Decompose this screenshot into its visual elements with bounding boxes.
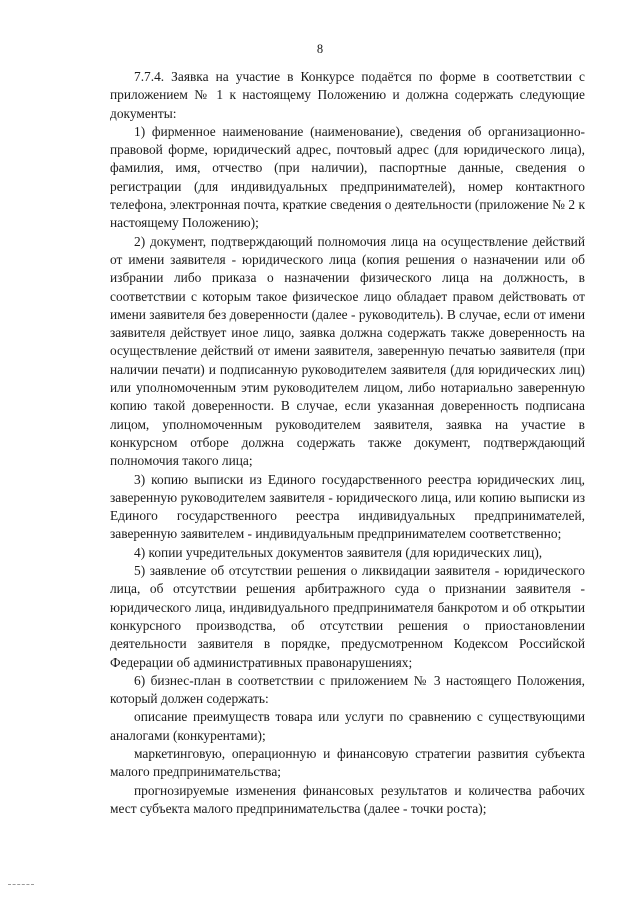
document-body [110,68,585,818]
list-item-5: 5) заявление об отсутствии решения о ликвидации заявителя - юридического лица, об отсутствии решения арбитражного суда о признании заявителя - юридического лица, индивидуального предпринимателя банкротом и об открытии конкурсного производства, об отсутствии решения о приостановлении деятельности заявителя в порядке, предусмотренном Кодексом Российской Федерации об административных правонарушениях; [110,563,585,670]
list-item-2: 2) документ, подтверждающий полномочия лица на осуществление действий от имени заявителя - юридического лица (копия решения о назначении или об избрании либо приказа о назначении физического лица на должность, в соответствии с которым такое физическое лицо обладает правом действовать от имени заявителя без доверенности (далее - руководитель). В случае, если от имени заявителя действует иное лицо, заявка должна содержать также доверенность на осуществление действий от имени заявителя, заверенную печатью заявителя (при наличии печати) и подписанную руководителем заявителя (для юридических лиц) или уполномоченным этим руководителем лицом, либо нотариально заверенную копию такой доверенности. В случае, если указанная доверенность подписана лицом, уполномоченным руководителем заявителя, заявка на участие в конкурсном отборе должна содержать также документ, подтверждающий полномочия такого лица; [110,233,585,469]
business-plan-item-3: прогнозируемые изменения финансовых результатов и количества рабочих мест субъекта малого предпринимательства (далее - точки роста); [110,782,585,816]
list-item-3: 3) копию выписки из Единого государственного реестра юридических лиц, заверенную руководителем заявителя - юридического лица, или копию выписки из Единого государственного реестра индивидуальных предпринимателей, заверенную заявителем - индивидуальным предпринимателем соответственно; [110,471,585,542]
clause-7-7-4: 7.7.4. Заявка на участие в Конкурсе подаётся по форме в соответствии с приложением № 1 к настоящему Положению и должна содержать следующие документы: [110,69,585,121]
list-item-4: 4) копии учредительных документов заявителя (для юридических лиц), [134,544,543,560]
business-plan-item-2: маркетинговую, операционную и финансовую стратегии развития субъекта малого предпринимательства; [110,745,585,780]
business-plan-item-1: описание преимуществ товара или услуги по сравнению с существующими аналогами (конкурентами); [110,709,585,743]
page-number: 8 [316,42,324,56]
scan-mark [8,884,34,885]
list-item-1: 1) фирменное наименование (наименование), сведения об организационно-правовой форме, юридический адрес, почтовый адрес (для юридического лица), фамилия, имя, отчество (при наличии), паспортные данные, сведения о регистрации (для индивидуальных предпринимателей), номер контактного телефона, электронная почта, краткие сведения о деятельности (приложение № 2 к настоящему Положению); [110,123,585,231]
list-item-6: 6) бизнес-план в соответствии с приложением № 3 настоящего Положения, который должен содержать: [110,672,585,707]
